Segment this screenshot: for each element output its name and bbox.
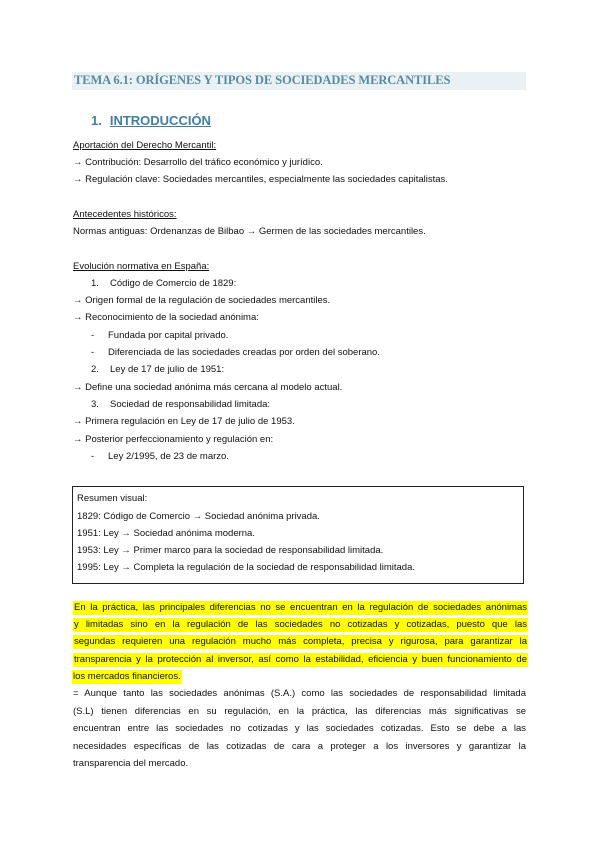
summary-line: necesidades específicas de las cotizadas de cara a proteger a los inversores y garantizar la [73,741,526,752]
evolucion-heading: Evolución normativa en España: [73,261,210,272]
list-subline: → Primera regulación en Ley de 17 de julio de 1953. [73,416,295,427]
antecedentes-line: Normas antiguas: Ordenanzas de Bilbao → Germen de las sociedades mercantiles. [73,226,426,237]
aportacion-heading: Aportación del Derecho Mercantil: [73,140,217,151]
summary-line: transparencia del mercado. [73,758,189,769]
highlighted-line: los mercados financieros. [73,671,181,682]
resumen-line: 1953: Ley → Primer marco para la sociedad de responsabilidad limitada. [77,545,384,556]
list-subline: → Reconocimiento de la sociedad anónima: [73,312,259,323]
list-subline: → Origen formal de la regulación de sociedades mercantiles. [73,295,331,306]
list-subline: → Posterior perfeccionamiento y regulación en: [73,434,274,445]
document-title: TEMA 6.1: ORÍGENES Y TIPOS DE SOCIEDADES MERCANTILES [74,73,451,87]
section-number: 1. [91,113,102,128]
aportacion-line: → Contribución: Desarrollo del tráfico económico y jurídico. [73,157,323,168]
list-number: 1. [91,278,99,289]
resumen-heading: Resumen visual: [77,493,148,504]
antecedentes-heading: Antecedentes históricos: [73,209,177,220]
highlighted-line: transparencia y la protección al inversor, así como la estabilidad, eficiencia y buen funcionamiento de [74,654,527,665]
summary-line: = Aunque tanto las sociedades anónimas (S.A.) como las sociedades de responsabilidad limitada [73,688,526,699]
highlighted-line: y limitadas sino en la regulación de las sociedades no cotizadas y cotizadas, puesto que las [74,619,527,630]
dash-bullet: - [91,347,95,358]
dash-item: Diferenciada de las sociedades creadas por orden del soberano. [108,347,380,358]
aportacion-line: → Regulación clave: Sociedades mercantiles, especialmente las sociedades capitalistas. [73,174,448,185]
section-label: INTRODUCCIÓN [109,113,211,128]
list-number: 2. [91,364,99,375]
list-item: Sociedad de responsabilidad limitada: [110,399,271,410]
highlighted-line: segundas requieren una regulación mucho más completa, precisa y rigurosa, para garantizar la [74,636,527,647]
summary-line: encuentran entre las sociedades no cotizadas y las sociedades cotizadas. Esto se debe a las [73,723,526,734]
highlighted-line: En la práctica, las principales diferencias no se encuentran en la regulación de sociedades anónimas [74,602,527,613]
list-item: Ley de 17 de julio de 1951: [110,364,225,375]
dash-bullet: - [91,451,95,462]
dash-bullet: - [91,330,95,341]
dash-item: Ley 2/1995, de 23 de marzo. [108,451,229,462]
list-number: 3. [91,399,99,410]
resumen-line: 1995: Ley → Completa la regulación de la sociedad de responsabilidad limitada. [77,562,415,573]
list-subline: → Define una sociedad anónima más cercana al modelo actual. [73,382,343,393]
dash-item: Fundada por capital privado. [108,330,229,341]
resumen-line: 1829: Código de Comercio → Sociedad anónima privada. [77,511,320,522]
list-item: Código de Comercio de 1829: [110,278,237,289]
resumen-line: 1951: Ley → Sociedad anónima moderna. [77,528,255,539]
summary-line: (S.L) tienen diferencias en su regulación, en la práctica, las diferencias más significativas se [73,706,526,717]
section-heading [91,113,211,128]
